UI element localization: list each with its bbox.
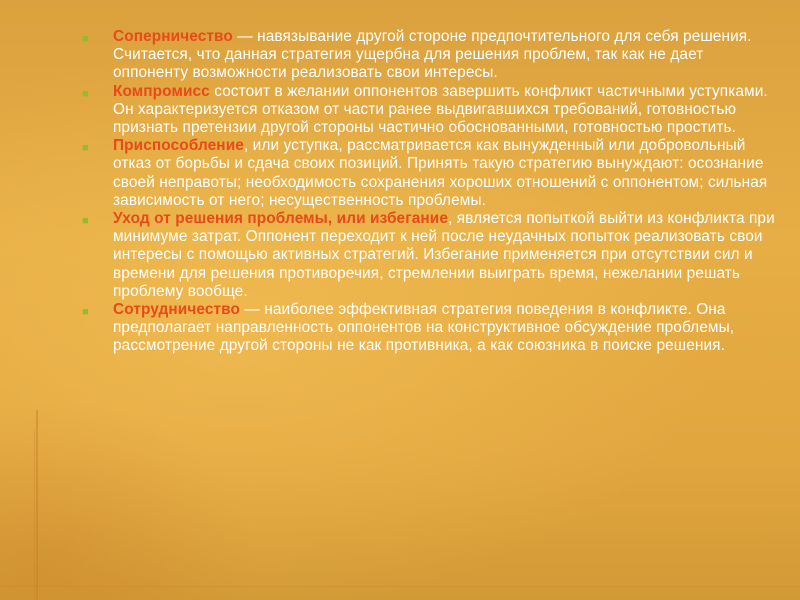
list-item (80, 301, 780, 356)
square-bullet-icon: ■ (82, 142, 89, 155)
square-bullet-icon: ■ (82, 215, 89, 228)
list-item (80, 210, 780, 301)
square-bullet-icon: ■ (82, 306, 89, 319)
item-term: Соперничество (113, 28, 233, 45)
item-text (113, 210, 780, 301)
decorative-line (34, 430, 35, 600)
bullet-list (80, 28, 780, 356)
list-item (80, 28, 780, 83)
item-text (113, 83, 780, 138)
list-item (80, 137, 780, 210)
item-term: Уход от решения проблемы, или избегание (113, 210, 448, 228)
item-description: , является попыткой выйти из конфликта при минимуме затрат. Оппонент переходит к ней после неудачных попыток реализовать свои интересы с помощью активных стратегий. Избегание применяется при отсутствии сил и времени для решения противоречия, стремлении выиграть время, нежелании решать проблему вообще. (113, 210, 775, 300)
list-item (80, 83, 780, 138)
item-description: — навязывание другой стороне предпочтительного для себя решения. Считается, что данная стратегия ущербна для решения проблем, так как не дает оппоненту возможности реализовать свои интересы. (113, 28, 752, 82)
item-text (113, 137, 780, 210)
item-term: Сотрудничество (113, 301, 241, 319)
item-text (113, 28, 780, 83)
item-description: , или уступка, рассматривается как вынужденный или добровольный отказ от борьбы и сдача своих позиций. Принять такую стратегию вынуждают: осознание своей неправоты; необходимость сохранения хороших отношений с оппонентом; сильная зависимость от него; несущественность проблемы. (113, 137, 768, 209)
decorative-line (0, 586, 800, 587)
item-description: состоит в желании оппонентов завершить конфликт частичными уступками. Он характеризуется отказом от части ранее выдвигавшихся требований, готовностью признать претензии другой стороны частично обоснованными, готовностью простить. (113, 82, 768, 137)
square-bullet-icon: ■ (82, 87, 89, 100)
item-term: Приспособление (113, 137, 244, 155)
item-text (113, 301, 780, 356)
item-term: Компромисс (113, 82, 210, 100)
decorative-line (36, 410, 38, 600)
decorative-glow (0, 400, 260, 600)
square-bullet-icon: ■ (82, 33, 89, 45)
item-description: — наиболее эффективная стратегия поведения в конфликте. Она предполагает направленность оппонентов на конструктивное обсуждение проблемы, рассмотрение другой стороны не как противника, а как союзника в поиске решения. (113, 301, 735, 355)
